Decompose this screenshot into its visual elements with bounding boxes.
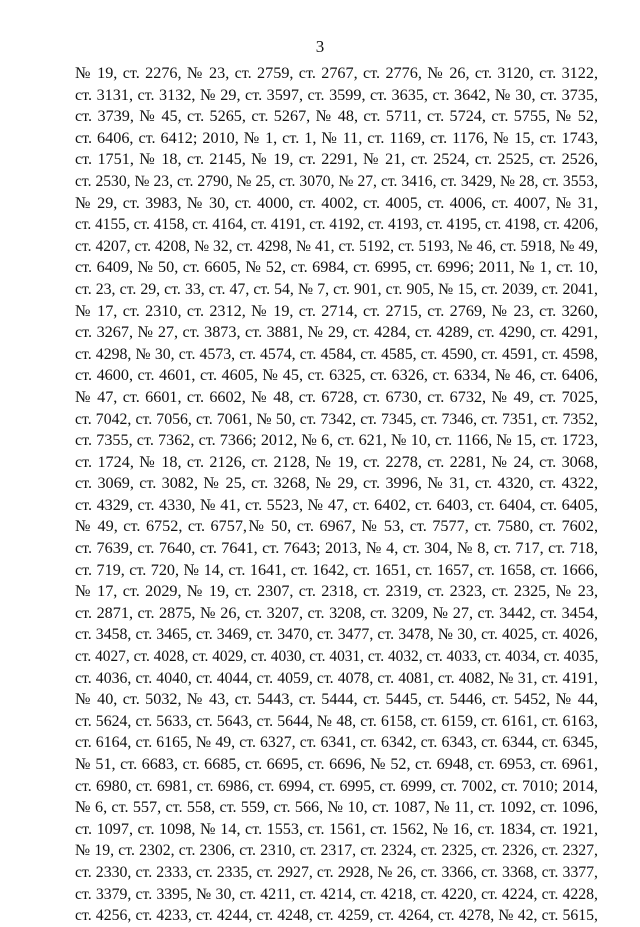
text-line: ст. 1097, ст. 1098, № 14, ст. 1553, ст. 1561, ст. 1562, № 16, ст. 1834, ст. 1921, — [75, 819, 598, 838]
text-line: ст. 2871, ст. 2875, № 26, ст. 3207, ст. 3208, ст. 3209, № 27, ст. 3442, ст. 3454, — [75, 603, 598, 622]
text-line: ст. 3267, № 27, ст. 3873, ст. 3881, № 29, ст. 4284, ст. 4289, ст. 4290, ст. 4291, — [75, 323, 598, 342]
text-line: № 40, ст. 5032, № 43, ст. 5443, ст. 5444, ст. 5445, ст. 5446, ст. 5452, № 44, — [75, 690, 598, 709]
text-line: № 29, ст. 3983, № 30, ст. 4000, ст. 4002, ст. 4005, ст. 4006, ст. 4007, № 31, — [75, 193, 598, 212]
text-line: № 6, ст. 557, ст. 558, ст. 559, ст. 566, № 10, ст. 1087, № 11, ст. 1092, ст. 1096, — [75, 798, 598, 817]
text-line: ст. 7042, ст. 7056, ст. 7061, № 50, ст. 7342, ст. 7345, ст. 7346, ст. 7351, ст. 7352, — [75, 410, 598, 428]
text-line: ст. 2530, № 23, ст. 2790, № 25, ст. 3070, № 27, ст. 3416, ст. 3429, № 28, ст. 3553, — [75, 172, 598, 190]
text-line: ст. 1724, № 18, ст. 2126, ст. 2128, № 19, ст. 2278, ст. 2281, № 24, ст. 3068, — [75, 452, 598, 471]
text-line: ст. 7639, ст. 7640, ст. 7641, ст. 7643; 2013, № 4, ст. 304, № 8, ст. 717, ст. 718, — [75, 539, 598, 558]
text-line: ст. 5624, ст. 5633, ст. 5643, ст. 5644, № 48, ст. 6158, ст. 6159, ст. 6161, ст. 6163, — [75, 712, 598, 730]
text-line: ст. 4298, № 30, ст. 4573, ст. 4574, ст. 4584, ст. 4585, ст. 4590, ст. 4591, ст. 4598, — [75, 345, 598, 363]
text-line: ст. 719, ст. 720, № 14, ст. 1641, ст. 1642, ст. 1651, ст. 1657, ст. 1658, ст. 1666, — [75, 560, 598, 579]
text-line: ст. 3379, ст. 3395, № 30, ст. 4211, ст. 4214, ст. 4218, ст. 4220, ст. 4224, ст. 4228, — [75, 885, 598, 903]
text-line: ст. 4155, ст. 4158, ст. 4164, ст. 4191, ст. 4192, ст. 4193, ст. 4195, ст. 4198, ст. 4206, — [75, 216, 598, 234]
text-line: ст. 3739, № 45, ст. 5265, ст. 5267, № 48, ст. 5711, ст. 5724, ст. 5755, № 52, — [75, 107, 598, 126]
document-body-text — [75, 63, 598, 927]
text-line: ст. 1751, № 18, ст. 2145, № 19, ст. 2291, № 21, ст. 2524, ст. 2525, ст. 2526, — [75, 150, 598, 169]
text-line: ст. 4600, ст. 4601, ст. 4605, № 45, ст. 6325, ст. 6326, ст. 6334, № 46, ст. 6406, — [75, 366, 598, 385]
text-line: ст. 2330, ст. 2333, ст. 2335, ст. 2927, ст. 2928, № 26, ст. 3366, ст. 3368, ст. 3377, — [75, 863, 598, 881]
text-line: № 17, ст. 2310, ст. 2312, № 19, ст. 2714, ст. 2715, ст. 2769, № 23, ст. 3260, — [75, 301, 598, 320]
text-line: № 19, ст. 2302, ст. 2306, ст. 2310, ст. 2317, ст. 2324, ст. 2325, ст. 2326, ст. 2327, — [75, 842, 598, 860]
page-number: 3 — [315, 37, 325, 56]
text-line: ст. 23, ст. 29, ст. 33, ст. 47, ст. 54, № 7, ст. 901, ст. 905, № 15, ст. 2039, ст. 2041, — [75, 280, 598, 298]
text-line: ст. 6164, ст. 6165, № 49, ст. 6327, ст. 6341, ст. 6342, ст. 6343, ст. 6344, ст. 6345, — [75, 734, 598, 752]
text-line: ст. 3458, ст. 3465, ст. 3469, ст. 3470, ст. 3477, ст. 3478, № 30, ст. 4025, ст. 4026, — [75, 626, 598, 644]
text-line: ст. 4256, ст. 4233, ст. 4244, ст. 4248, ст. 4259, ст. 4264, ст. 4278, № 42, ст. 5615, — [75, 907, 598, 925]
text-line: ст. 6406, ст. 6412; 2010, № 1, ст. 1, № 11, ст. 1169, ст. 1176, № 15, ст. 1743, — [75, 128, 598, 147]
text-line: № 17, ст. 2029, № 19, ст. 2307, ст. 2318, ст. 2319, ст. 2323, ст. 2325, № 23, — [75, 582, 598, 601]
text-line: ст. 4036, ст. 4040, ст. 4044, ст. 4059, ст. 4078, ст. 4081, ст. 4082, № 31, ст. 4191, — [75, 669, 598, 687]
text-line: № 47, ст. 6601, ст. 6602, № 48, ст. 6728, ст. 6730, ст. 6732, № 49, ст. 7025, — [75, 387, 598, 406]
text-line: № 49, ст. 6752, ст. 6757,№ 50, ст. 6967, № 53, ст. 7577, ст. 7580, ст. 7602, — [75, 517, 598, 536]
text-line: ст. 6980, ст. 6981, ст. 6986, ст. 6994, ст. 6995, ст. 6999, ст. 7002, ст. 7010; 2014, — [75, 777, 598, 795]
text-line: № 51, ст. 6683, ст. 6685, ст. 6695, ст. 6696, № 52, ст. 6948, ст. 6953, ст. 6961, — [75, 755, 598, 773]
text-line: ст. 3131, ст. 3132, № 29, ст. 3597, ст. 3599, ст. 3635, ст. 3642, № 30, ст. 3735, — [75, 85, 598, 104]
text-line: ст. 6409, № 50, ст. 6605, № 52, ст. 6984, ст. 6995, ст. 6996; 2011, № 1, ст. 10, — [75, 258, 598, 277]
text-line: ст. 4207, ст. 4208, № 32, ст. 4298, № 41, ст. 5192, ст. 5193, № 46, ст. 5918, № 49, — [75, 237, 598, 255]
text-line: № 19, ст. 2276, № 23, ст. 2759, ст. 2767, ст. 2776, № 26, ст. 3120, ст. 3122, — [75, 64, 598, 82]
text-line: ст. 7355, ст. 7362, ст. 7366; 2012, № 6, ст. 621, № 10, ст. 1166, № 15, ст. 1723, — [75, 431, 598, 450]
text-line: ст. 4027, ст. 4028, ст. 4029, ст. 4030, ст. 4031, ст. 4032, ст. 4033, ст. 4034, ст. 4035, — [75, 648, 598, 666]
text-line: ст. 3069, ст. 3082, № 25, ст. 3268, № 29, ст. 3996, № 31, ст. 4320, ст. 4322, — [75, 474, 598, 493]
text-line: ст. 4329, ст. 4330, № 41, ст. 5523, № 47, ст. 6402, ст. 6403, ст. 6404, ст. 6405, — [75, 495, 598, 514]
